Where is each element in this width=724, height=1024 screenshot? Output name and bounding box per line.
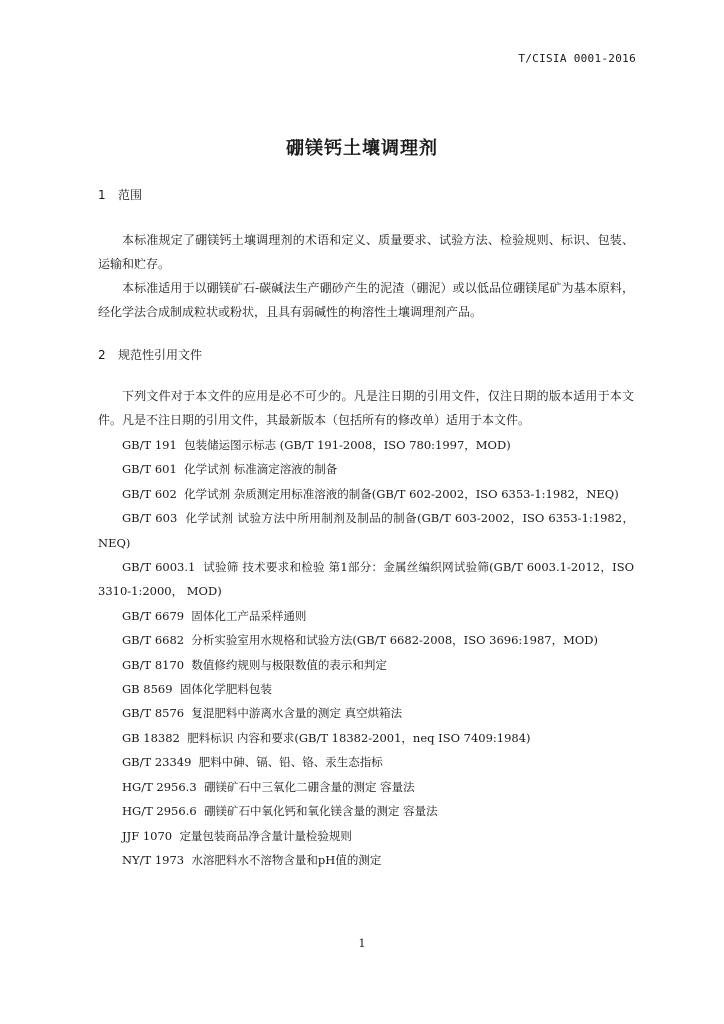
scope-paragraph: 本标准适用于以硼镁矿石-碳碱法生产硼砂产生的泥渣（硼泥）或以低品位硼镁尾矿为基本原料，经化学法合成制成粒状或粉状，且具有弱碱性的枸溶性土壤调理剂产品。 — [98, 281, 634, 319]
document-title: 硼镁钙土壤调理剂 — [286, 138, 438, 159]
reference-code: GB/T 191 — [122, 438, 177, 452]
reference-item — [98, 555, 634, 604]
reference-code: GB/T 6003.1 — [122, 560, 196, 575]
reference-code: GB/T 602 — [122, 486, 177, 501]
reference-title: 固体化学肥料包装 — [179, 682, 272, 697]
reference-item — [98, 799, 634, 823]
reference-code: HG/T 2956.6 — [122, 804, 197, 819]
section-title: 范围 — [118, 188, 143, 202]
reference-code: GB 8569 — [122, 682, 173, 697]
reference-code: HG/T 2956.3 — [122, 779, 197, 794]
reference-item — [98, 604, 634, 628]
reference-item — [98, 848, 634, 872]
reference-code: JJF 1070 — [122, 828, 173, 843]
reference-item — [98, 628, 634, 652]
reference-title: 硼镁矿石中氧化钙和氧化镁含量的测定 容量法 — [203, 804, 438, 819]
reference-code: GB/T 6682 — [122, 633, 185, 648]
reference-item — [98, 457, 634, 481]
reference-item — [98, 701, 634, 725]
reference-code: GB/T 8576 — [122, 706, 185, 721]
page-number: 1 — [358, 937, 366, 950]
reference-title: 固体化工产品采样通则 — [191, 608, 307, 623]
reference-code: GB/T 8170 — [122, 657, 185, 672]
reference-title: 硼镁矿石中三氧化二硼含量的测定 容量法 — [203, 779, 415, 794]
reference-item — [98, 677, 634, 701]
reference-title: 肥料标识 内容和要求(GB/T 18382-2001，neq ISO 7409:1984) — [187, 730, 531, 745]
reference-item — [98, 653, 634, 677]
reference-code: GB/T 601 — [122, 462, 177, 477]
reference-item — [98, 433, 634, 457]
reference-title: 试验筛 技术要求和检验 第1部分：金属丝编织网试验筛(GB/T 6003.1-2012，ISO 3310-1:2000， MOD) — [98, 560, 634, 599]
reference-title: 化学试剂 试验方法中所用制剂及制品的制备(GB/T 603-2002，ISO 6353-1:1982，NEQ) — [98, 511, 635, 550]
reference-title: 包装储运图示标志 (GB/T 191-2008，ISO 780:1997，MOD) — [184, 438, 511, 452]
reference-item — [98, 506, 634, 555]
reference-code: GB/T 23349 — [122, 755, 192, 770]
reference-item — [98, 726, 634, 750]
section-title: 规范性引用文件 — [118, 348, 203, 362]
reference-title: 分析实验室用水规格和试验方法(GB/T 6682-2008，ISO 3696:1987，MOD) — [191, 633, 598, 648]
standard-code: T/CISIA 0001-2016 — [518, 52, 636, 65]
reference-title: 复混肥料中游离水含量的测定 真空烘箱法 — [191, 706, 403, 721]
reference-item — [98, 824, 634, 848]
reference-item — [98, 750, 634, 774]
reference-code: GB/T 603 — [122, 511, 178, 526]
reference-code: GB/T 6679 — [122, 608, 185, 623]
reference-item — [98, 482, 634, 506]
reference-title: 定量包装商品净含量计量检验规则 — [179, 828, 352, 843]
section-heading-normative-references — [98, 346, 202, 363]
reference-code: GB 18382 — [122, 730, 180, 745]
reference-title: 化学试剂 标准滴定溶液的制备 — [184, 462, 338, 477]
scope-paragraph: 本标准规定了硼镁钙土壤调理剂的术语和定义、质量要求、试验方法、检验规则、标识、包装、运输和贮存。 — [98, 233, 634, 271]
reference-title: 数值修约规则与极限数值的表示和判定 — [191, 657, 387, 672]
section-heading-scope — [98, 186, 142, 203]
reference-title: 水溶肥料水不溶物含量和pH值的测定 — [191, 852, 382, 867]
reference-title: 肥料中砷、镉、铅、铬、汞生态指标 — [198, 755, 383, 770]
section-number: 1 — [98, 188, 106, 202]
reference-title: 化学试剂 杂质测定用标准溶液的制备(GB/T 602-2002，ISO 6353-1:1982，NEQ) — [184, 486, 619, 501]
reference-code: NY/T 1973 — [122, 852, 185, 867]
reference-item — [98, 775, 634, 799]
references-intro-paragraph: 下列文件对于本文件的应用是必不可少的。凡是注日期的引用文件，仅注日期的版本适用于本文件。凡是不注日期的引用文件，其最新版本（包括所有的修改单）适用于本文件。 — [98, 389, 634, 427]
section-number: 2 — [98, 348, 106, 362]
reference-list — [98, 433, 634, 872]
